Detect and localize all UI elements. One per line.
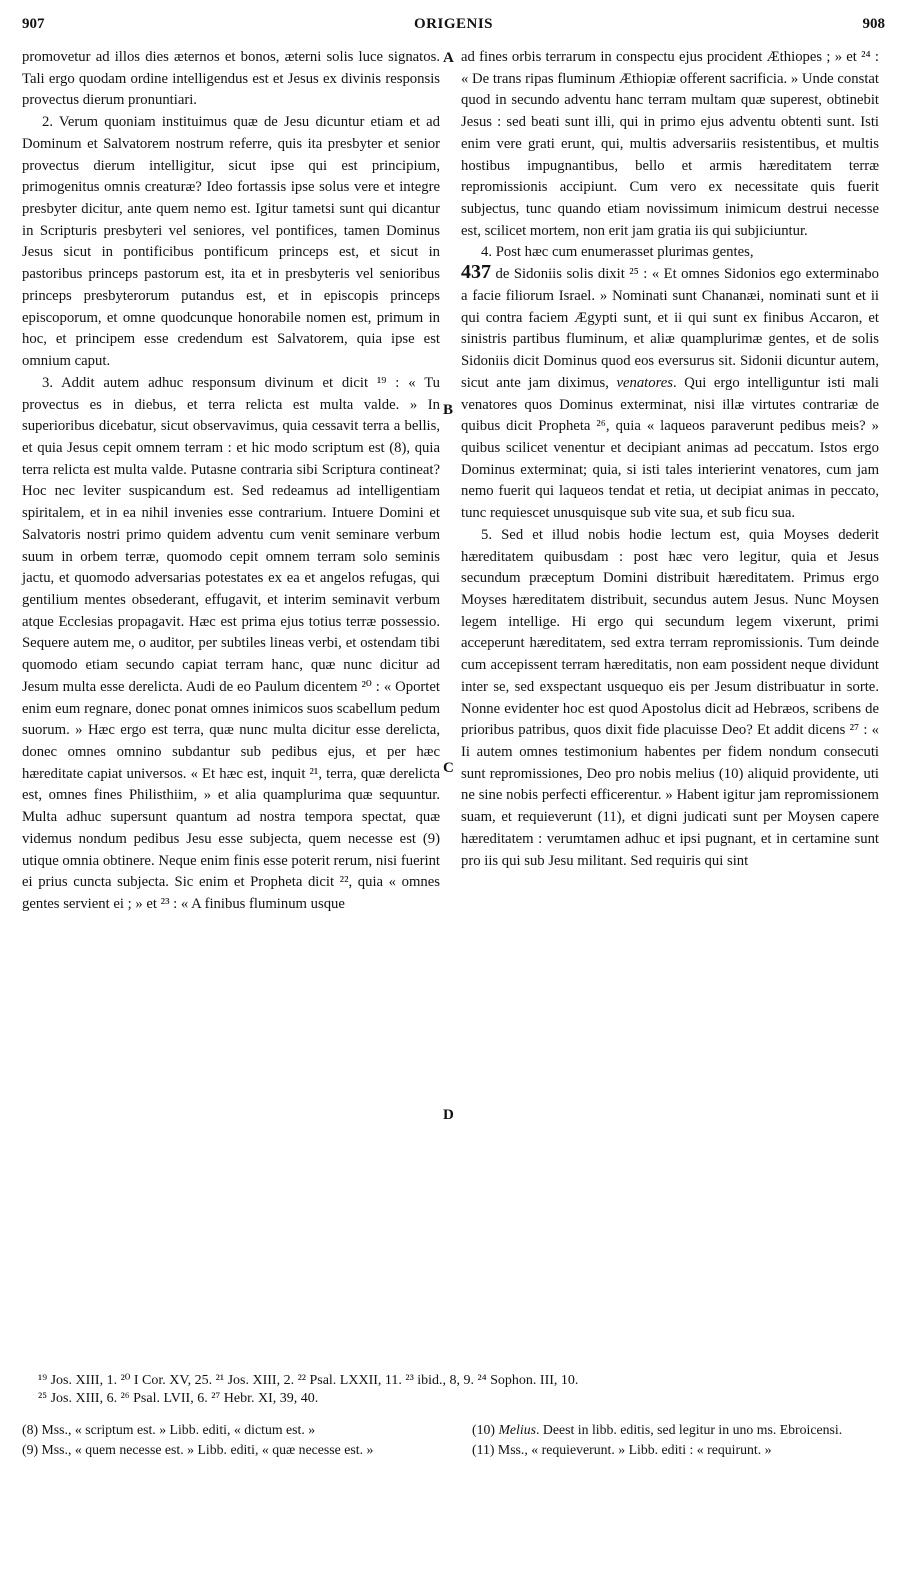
- left-column: [22, 47, 440, 916]
- margin-letter-a: A: [443, 50, 454, 66]
- margin-letter-d: D: [443, 1107, 454, 1123]
- page-header: [22, 16, 885, 38]
- paragraph-2: 2. Verum quoniam instituimus quæ de Jesu dicuntur etiam et ad Dominum et Salvatorem nostrum referre, quis ita presbyter et senior provectus dierum intelligitur, sicut ipse qui est principium, primogenitus omnis creaturæ? Ideo fortassis ipse solus vere et integre presbyter dicitur, ante quem nemo est. Igitur tametsi sunt qui dicantur in Scripturis presbyteri vel seniores, vel pontifices, tamen Dominus Jesus sicut in pontificibus pontificum princeps est, et sicut in pastoribus princeps pastorum est, ita et in presbyteris vel senioribus princeps presbyterorum putandus est, et in episcopis princeps episcoporum, et omne quodcunque honorabile nomen est, primum in hoc, et principem esse credendum est Salvatorem, quia ipse est omnium caput.: [22, 114, 440, 370]
- paragraph-continuation-right: ad fines orbis terrarum in conspectu ejus procident Æthiopes ; » et ²⁴ : « De trans ripas fluminum Æthiopiæ offerent sacrificia. » Unde constat quod in secundo adventu hanc terram multam quæ superest, obtinebit Jesus : sed beati sunt illi, qui in primo ejus adventu obtenti sunt. Isti enim vere grati erunt, qui, multis adversariis resistentibus, et multis hostibus impugnantibus, bello et armis hæreditatem terræ repromissionis accipiunt. Cum vero ex necessitate quis fuerit subjectus, tunc quando etiam novissimum inimicum destrui necesse est, scilicet mortem, non erit jam gratia iis qui subjiciuntur.: [461, 49, 879, 239]
- scripture-references-line-2: ²⁵ Jos. XIII, 6. ²⁶ Psal. LVII, 6. ²⁷ Hebr. XI, 39, 40.: [38, 1391, 319, 1406]
- notes-right: [472, 1421, 888, 1461]
- margin-letter-c: C: [443, 760, 454, 776]
- column-number: 437: [461, 261, 491, 284]
- paragraph-4: 437 de Sidoniis solis dixit ²⁵ : « Et omnes Sidonios ego exterminabo a facie filiorum Israel. » Nominati sunt Chananæi, nominati sunt et ii qui contra faciem Ægypti sunt, et ii qui sunt ex finibus Accaron, et sinistris partibus fluminum, et aliæ quamplurimæ gentes, et de solis Sidoniis dicit Dominus quod eos eversurus sit. Sidonii dicuntur autem, sicut ante jam diximus, venatores. Qui ergo intelliguntur isti mali venatores quos Dominus exterminat, nisi illæ virtutes contrariæ de quibus dicit Propheta ²⁶, quia « laqueos paraverunt pedibus meis? » quibus scilicet venentur et decipiant animas ad peccatum. Istos ergo Dominus exterminat; quia, si isti tales interierint venatores, cum jam nemo fuerit qui laqueos tendat et retia, ut decipiat animas in peccato, tunc requiescet unusquisque sub vite sua, et sub ficu sua.: [461, 261, 879, 522]
- paragraph-3: 3. Addit autem adhuc responsum divinum et dicit ¹⁹ : « Tu provectus es in diebus, et terra relicta est multa valde. » In superioribus dicebatur, sicut observavimus, quia cessavit terra a bellis, et quia Jesus cepit omnem terram : et hic modo scriptum est (8), quia terra relicta est multa valde. Putasne contraria sibi Scriptura contineat? Hoc nec leviter suspicandum est. Sed redeamus ad intelligentiam spiritalem, et in ea nihil invenies esse contrarium. Intuere Domini et Salvatoris nostri primo quidem adventu cum venit seminare verbum suum in orbem terræ, quomodo cepit omnem terram solo seminis jactu, et quomodo adversarias potestates ex ea et angelos refugas, qui gentilium mentes obsederant, effugavit, et interim seminavit verbum atque Ecclesias propagavit. Hæc est prima ejus totius terræ possessio. Sequere autem me, o auditor, per subtiles lineas verbi, et ostendam tibi quomodo etiam secundo capiat terram hanc, quæ nunc dicitur ad Jesum multa esse derelicta. Audi de eo Paulum dicentem ²⁰ : « Oportet enim eum regnare, donec ponat omnes inimicos suos scabellum pedum suorum. » Hæc ergo est terra, quæ nunc multa dicitur esse derelicta, donec omnes omnino subdantur sub pedibus ejus, et per hæc hæreditate capiat universos. « Et hæc est, inquit ²¹, terra, quæ derelicta est, omnes fines Philisthiim, » et alia quamplurima quæ sequuntur. Multa adhuc supersunt quantum ad nostra tempora spectat, quæ videmus nondum pedibus Jesu esse subjecta, quem necesse est (9) utique omnia obtinere. Neque enim finis esse poterit rerum, nisi fuerint ei prius cuncta subjecta. Sic enim et Propheta dicit ²², quia « omnes gentes servient ei ; » et ²³ : « A finibus fluminum usque: [22, 374, 440, 913]
- paragraph-4-start: 4. Post hæc cum enumerasset plurimas gentes,: [481, 244, 754, 261]
- running-title: ORIGENIS: [413, 16, 494, 32]
- notes-left: [22, 1421, 438, 1461]
- paragraph-5: 5. Sed et illud nobis hodie lectum est, quia Moyses dederit hæreditatem quibusdam : post hæc vero legitur, quia et Jesus secundum præceptum Domini distribuit hæreditatem. Primus ergo Moyses hæreditatem distribuit, secundus autem Jesus. Nunc Moysen legem intellige. Hi ergo qui secundum legem vixerunt, primi acceperunt hæreditatem, sed extra terram repromissionis. Tum deinde cum accepissent terram hæreditatis, non eam possident neque dividunt inter se, sed exspectant usquequo eis per Jesum distribuatur in sorte. Nonne evidenter hoc est quod Apostolus dicit ad Hebræos, scribens de prioribus patribus, quos dixit fide placuisse Deo? Et addit dicens ²⁷ : « Ii autem omnes testimonium habentes per fidem nondum consecuti sunt repromissiones, Deo pro nobis melius (10) aliquid providente, uti ne sine nobis perfecti efficerentur. » Habent igitur jam repromissionem suam, et requieverunt (11), et digni judicati sunt per Moysen capere hæreditatem : verumtamen adhuc et ipsi pugnant, et in certamine sunt pro iis qui sub Jesu militant. Sed requiris qui sint: [461, 526, 879, 869]
- note-10: (10) Melius. Deest in libb. editis, sed legitur in uno ms. Ebroicensi.: [472, 1422, 843, 1437]
- emphasis-term: venatores: [616, 374, 674, 391]
- margin-letter-b: B: [443, 402, 454, 418]
- right-column: [461, 47, 879, 872]
- scripture-references-line-1: ¹⁹ Jos. XIII, 1. ²⁰ I Cor. XV, 25. ²¹ Jos. XIII, 2. ²² Psal. LXXII, 11. ²³ ibid., 8, 9. ²⁴ Sophon. III, 10.: [38, 1373, 579, 1388]
- note-9: (9) Mss., « quem necesse est. » Libb. editi, « quæ necesse est. »: [22, 1442, 374, 1457]
- page-number-right: 908: [862, 16, 885, 32]
- page-number-left: 907: [22, 16, 45, 32]
- paragraph-continuation: promovetur ad illos dies æternos et bonos, æterni solis luce signatos. Tali ergo quodam ordine intelligendus est et Jesus ex divinis responsis provectus dierum pronuntiari.: [22, 49, 440, 109]
- note-11: (11) Mss., « requieverunt. » Libb. editi : « requirunt. »: [472, 1442, 772, 1457]
- note-8: (8) Mss., « scriptum est. » Libb. editi, « dictum est. »: [22, 1422, 316, 1437]
